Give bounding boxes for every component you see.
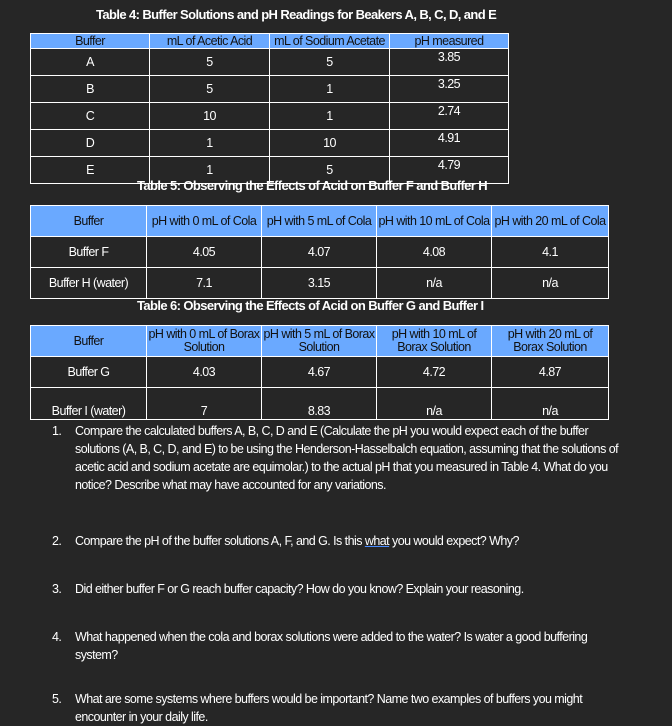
table-cell[interactable]: 5 [270, 49, 390, 76]
table-cell[interactable]: 1 [270, 76, 390, 103]
question-number: 2. [52, 534, 62, 548]
question-text: you would expect? Why? [389, 534, 519, 548]
table-cell[interactable]: 3.15 [262, 268, 377, 299]
table5 [30, 205, 609, 299]
table-cell[interactable]: E [31, 157, 150, 184]
column-header: Buffer [31, 206, 147, 237]
table-cell[interactable]: C [31, 103, 150, 130]
table-row [31, 268, 609, 299]
question-3[interactable] [52, 580, 622, 598]
column-header: Buffer [31, 34, 150, 49]
column-header: pH with 5 mL of Cola [262, 206, 377, 237]
column-header: pH with 0 mL of Cola [147, 206, 262, 237]
column-header: pH with 10 mL of Borax Solution [377, 326, 492, 357]
table4-title: Table 4: Buffer Solutions and pH Readings for Beakers A, B, C, D, and E [96, 7, 497, 22]
table-cell[interactable]: D [31, 130, 150, 157]
table-cell[interactable]: 4.72 [377, 357, 492, 388]
table-row [31, 357, 609, 388]
question-text: What are some systems where buffers would be important? Name two examples of buffers you might encounter in your daily life. [75, 692, 583, 724]
table-cell[interactable]: n/a [377, 268, 492, 299]
table-cell[interactable]: A [31, 49, 150, 76]
table-cell[interactable]: 5 [270, 157, 390, 184]
column-header: mL of Sodium Acetate [270, 34, 390, 49]
header-row [31, 206, 609, 237]
table-cell[interactable]: 5 [150, 76, 270, 103]
question-number: 3. [52, 582, 62, 596]
header-row [31, 34, 509, 49]
table-cell[interactable]: 4.1 [492, 237, 609, 268]
table-row [31, 388, 609, 420]
table-cell[interactable]: 10 [270, 130, 390, 157]
grammar-underlined-word[interactable]: what [364, 534, 390, 548]
table-row [31, 103, 509, 130]
question-number: 5. [52, 692, 62, 706]
column-header: pH with 0 mL of Borax Solution [147, 326, 262, 357]
table-cell[interactable]: 4.87 [492, 357, 609, 388]
table-cell[interactable]: n/a [377, 388, 492, 420]
table-cell[interactable]: 4.07 [262, 237, 377, 268]
table-cell[interactable]: 4.79 [390, 157, 509, 184]
column-header: pH with 20 mL of Borax Solution [492, 326, 609, 357]
column-header: Buffer [31, 326, 147, 357]
table-cell[interactable]: 1 [270, 103, 390, 130]
table-cell[interactable]: Buffer F [31, 237, 147, 268]
table-cell[interactable]: Buffer H (water) [31, 268, 147, 299]
question-text: What happened when the cola and borax solutions were added to the water? Is water a good buffering system? [75, 630, 588, 662]
question-2[interactable] [52, 532, 622, 550]
question-number: 1. [52, 424, 62, 438]
table-row [31, 237, 609, 268]
table-cell[interactable]: 3.25 [390, 76, 509, 103]
table-row [31, 49, 509, 76]
column-header: pH measured [390, 34, 509, 49]
table-cell[interactable]: 4.05 [147, 237, 262, 268]
table-cell[interactable]: 4.67 [262, 357, 377, 388]
table6-title: Table 6: Observing the Effects of Acid on Buffer G and Buffer I [137, 298, 484, 313]
table-cell[interactable]: Buffer I (water) [31, 388, 147, 420]
question-1[interactable] [52, 422, 622, 494]
question-text: Compare the calculated buffers A, B, C, D and E (Calculate the pH you would expect each of the buffer solutions (A, B, C, D, and E) to be using the Henderson-Hasselbalch equation, assuming that the solutions of acetic acid and sodium acetate are equimolar.) to the actual pH that you measured in Table 4. What do you notice? Describe what may have accounted for any variations. [75, 424, 619, 492]
table-cell[interactable]: 1 [150, 157, 270, 184]
question-text: Did either buffer F or G reach buffer capacity? How do you know? Explain your reasoning. [75, 582, 524, 596]
table-cell[interactable]: 10 [150, 103, 270, 130]
table-cell[interactable]: 7 [147, 388, 262, 420]
table-cell[interactable]: Buffer G [31, 357, 147, 388]
question-list [52, 422, 622, 726]
question-text: Compare the pH of the buffer solutions A, F, and G. Is this [75, 534, 365, 548]
table-cell[interactable]: 1 [150, 130, 270, 157]
table-cell[interactable]: 8.83 [262, 388, 377, 420]
header-row [31, 326, 609, 357]
table-cell[interactable]: 4.91 [390, 130, 509, 157]
column-header: pH with 5 mL of Borax Solution [262, 326, 377, 357]
table-cell[interactable]: 4.08 [377, 237, 492, 268]
table-cell[interactable]: 5 [150, 49, 270, 76]
table-cell[interactable]: 2.74 [390, 103, 509, 130]
table-row [31, 76, 509, 103]
table-cell[interactable]: n/a [492, 268, 609, 299]
table-cell[interactable]: 7.1 [147, 268, 262, 299]
column-header: pH with 20 mL of Cola [492, 206, 609, 237]
table-cell[interactable]: 4.03 [147, 357, 262, 388]
table-cell[interactable]: n/a [492, 388, 609, 420]
table-cell[interactable]: B [31, 76, 150, 103]
table6 [30, 325, 609, 420]
column-header: mL of Acetic Acid [150, 34, 270, 49]
table-row [31, 130, 509, 157]
column-header: pH with 10 mL of Cola [377, 206, 492, 237]
table-cell[interactable]: 3.85 [390, 49, 509, 76]
question-number: 4. [52, 630, 62, 644]
table4 [30, 33, 509, 184]
question-4[interactable] [52, 628, 622, 664]
table5-title: Table 5: Observing the Effects of Acid on Buffer F and Buffer H [137, 178, 488, 193]
